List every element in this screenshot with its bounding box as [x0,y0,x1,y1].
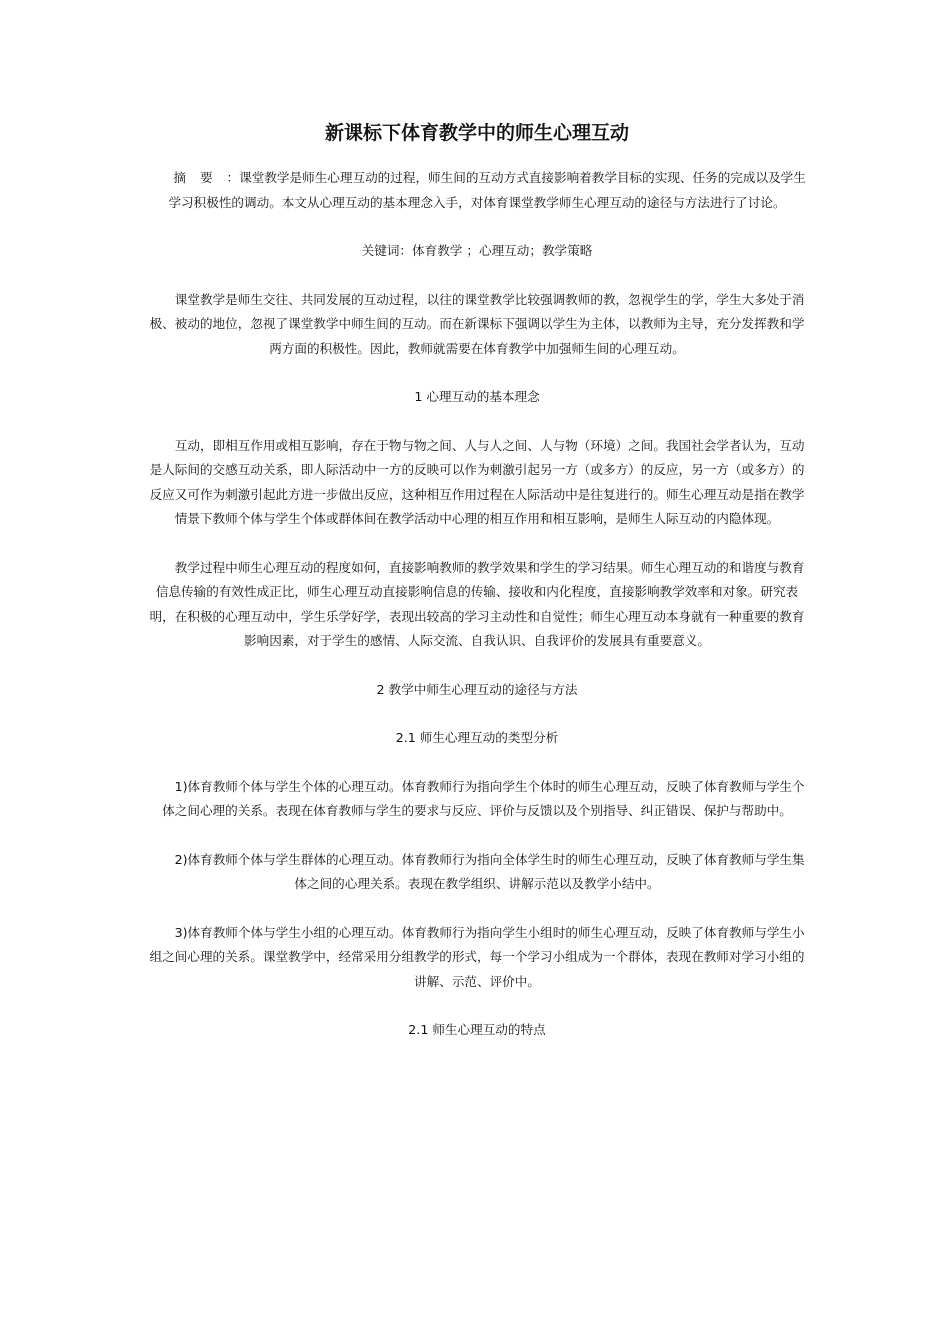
document-title: 新课标下体育教学中的师生心理互动 [324,122,629,144]
list-item-3: 3)体育教师个体与学生小组的心理互动。体育教师行为指向学生小组时的师生心理互动，反映了体育教师与学生小组之间心理的关系。课堂教学中，经常采用分组教学的形式，每一个学习小组成为一个群体，表现在教师对学习小组的讲解、示范、评价中。 [149,924,805,989]
list-item-1: 1)体育教师个体与学生个体的心理互动。体育教师行为指向学生个体时的师生心理互动，反映了体育教师与学生个体之间心理的关系。表现在体育教师与学生的要求与反应、评价与反馈以及个别指导、纠正错误、保护与帮助中。 [162,778,805,818]
document-page [145,118,809,1067]
section1-paragraph-2: 教学过程中师生心理互动的程度如何，直接影响教师的教学效果和学生的学习结果。师生心理互动的和谐度与教育信息传输的有效性成正比，师生心理互动直接影响信息的传输、接收和内化程度，直接影响教学效率和对象。研究表明，在积极的心理互动中，学生乐学好学，表现出较高的学习主动性和自觉性；师生心理互动本身就有一种重要的教育影响因素，对于学生的感情、人际交流、自我认识、自我评价的发展具有重要意义。 [149,559,805,648]
section2-heading: 2 教学中师生心理互动的途径与方法 [376,681,578,697]
abstract-label: 摘要 [173,170,227,185]
abstract-text: ：课堂教学是师生心理互动的过程，师生间的互动方式直接影响着教学目标的实现、任务的完成以及学生学习积极性的调动。本文从心理互动的基本理念入手，对体育课堂教学师生心理互动的途径与方法进行了讨论。 [168,170,806,210]
section2-1-heading: 2.1 师生心理互动的类型分析 [395,730,559,745]
section1-paragraph-1: 互动，即相互作用或相互影响，存在于物与物之间、人与人之间、人与物（环境）之间。我国社会学者认为，互动是人际间的交感互动关系，即人际活动中一方的反映可以作为刺激引起另一方（或多方）的反应，另一方（或多方）的反应又可作为刺激引起此方进一步做出反应，这种相互作用过程在人际活动中是往复进行的。师生心理互动是指在教学情景下教师个体与学生个体或群体间在教学活动中心理的相互作用和相互影响，是师生人际互动的内隐体现。 [149,437,805,526]
intro-paragraph: 课堂教学是师生交往、共同发展的互动过程，以往的课堂教学比较强调教师的教，忽视学生的学，学生大多处于消极、被动的地位，忽视了课堂教学中师生间的互动。而在新课标下强调以学生为主体，以教师为主导，充分发挥教和学两方面的积极性。因此，教师就需要在体育教学中加强师生间的心理互动。 [149,291,805,356]
section2-2-heading: 2.1 师生心理互动的特点 [408,1022,546,1037]
section1-heading: 1 心理互动的基本理念 [414,389,540,404]
keywords-line: 关键词：体育教学 ；心理互动；教学策略 [361,243,593,258]
abstract-paragraph [145,166,809,215]
list-item-2: 2)体育教师个体与学生群体的心理互动。体育教师行为指向全体学生时的师生心理互动，反映了体育教师与学生集体之间的心理关系。表现在教学组织、讲解示范以及教学小结中。 [174,851,805,891]
